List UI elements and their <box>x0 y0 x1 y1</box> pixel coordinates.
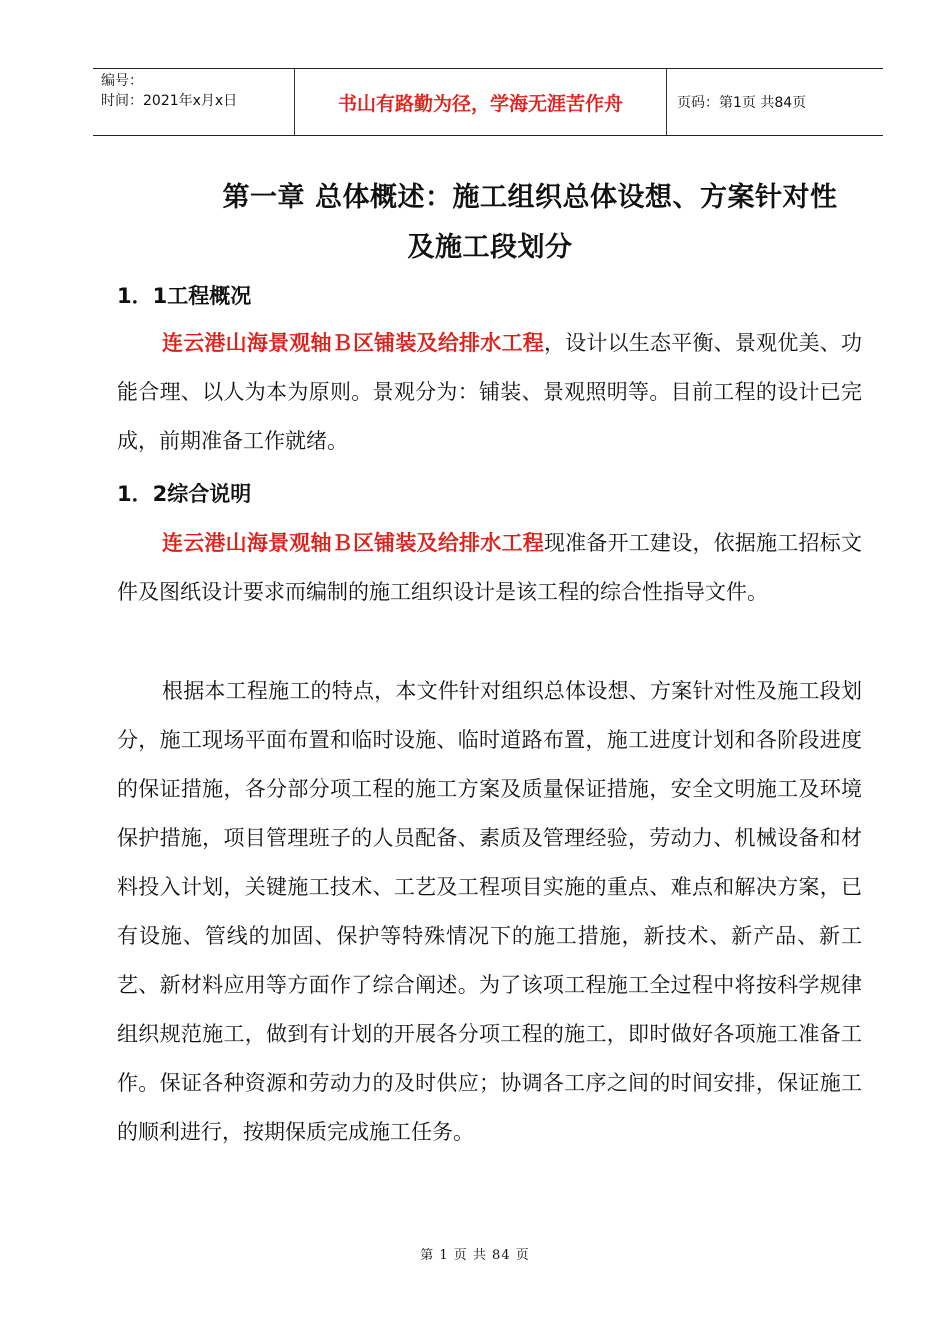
chapter-title-line2: 及施工段划分 <box>407 232 573 263</box>
section1-paragraph <box>117 319 862 466</box>
section-heading-1-2: 1．2综合说明 <box>117 482 252 506</box>
page-footer: 第 1 页 共 84 页 <box>420 1248 530 1263</box>
chapter-title-line1: 第一章 总体概述：施工组织总体设想、方案针对性 <box>222 182 838 213</box>
project-name: 连云港山海景观轴Ｂ区铺装及给排水工程 <box>162 531 544 555</box>
header-page-info: 页码：第1页 共84页 <box>677 95 807 111</box>
number-label: 编号： <box>101 73 143 89</box>
section2-paragraph-2: 根据本工程施工的特点，本文件针对组织总体设想、方案针对性及施工段划分，施工现场平面布置和临时设施、临时道路布置，施工进度计划和各阶段进度的保证措施，各分部分项工程的施工方案及质量保证措施，安全文明施工及环境保护措施，项目管理班子的人员配备、素质及管理经验，劳动力、机械设备和材料投入计划，关键施工技术、工艺及工程项目实施的重点、难点和解决方案，已有设施、管线的加固、保护等特殊情况下的施工措施，新技术、新产品、新工艺、新材料应用等方面作了综合阐述。为了该项工程施工全过程中将按科学规律组织规范施工，做到有计划的开展各分项工程的施工，即时做好各项施工准备工作。保证各种资源和劳动力的及时供应；协调各工序之间的时间安排，保证施工的顺利进行，按期保质完成施工任务。 <box>117 679 862 1144</box>
section-heading-1-1: 1．1工程概况 <box>117 284 252 308</box>
section2-paragraph <box>117 519 862 617</box>
document-header <box>93 68 883 136</box>
time-label: 时间：2021年x月x日 <box>101 93 238 109</box>
header-motto: 书山有路勤为径，学海无涯苦作舟 <box>295 69 667 135</box>
section1-text: ，设计以生态平衡、景观优美、功能合理、以人为本为原则。景观分为：铺装、景观照明等。目前工程的设计已完成，前期准备工作就绪。 <box>117 331 862 453</box>
project-name: 连云港山海景观轴Ｂ区铺装及给排水工程 <box>162 331 544 355</box>
section2-text: 现准备开工建设，依据施工招标文件及图纸设计要求而编制的施工组织设计是该工程的综合性指导文件。 <box>117 531 862 604</box>
header-meta <box>93 69 295 135</box>
